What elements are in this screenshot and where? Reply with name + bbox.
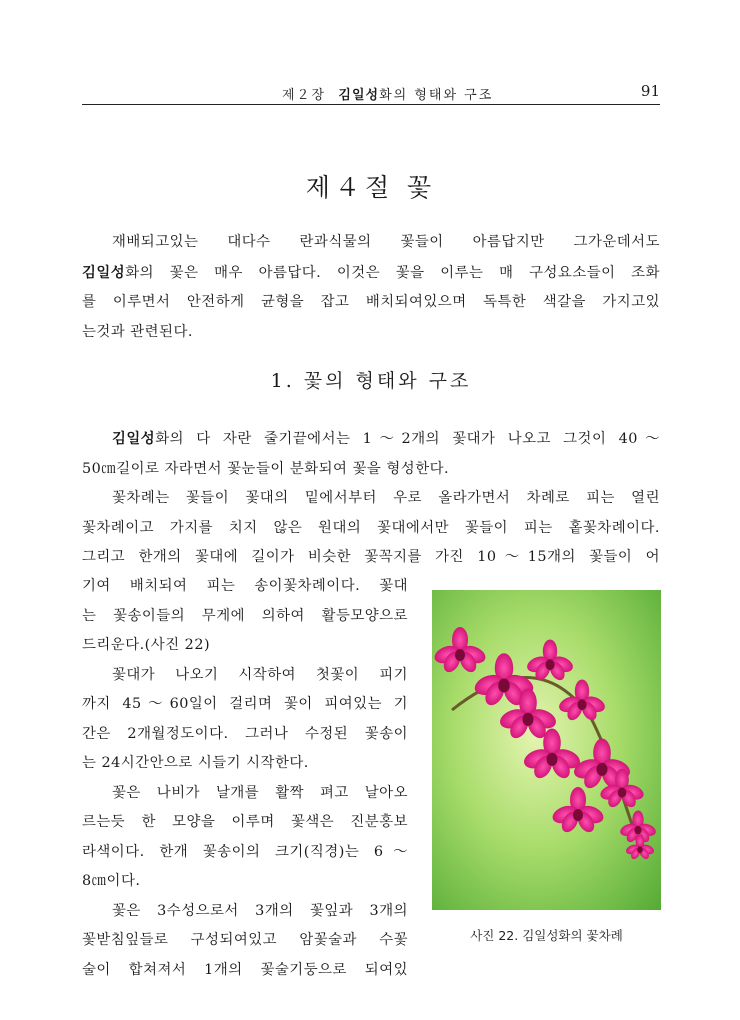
chapter-title	[282, 84, 493, 103]
p4-line-1: 꽃은 나비가 날개를 활짝 펴고 날아오	[112, 784, 408, 801]
intro-paragraph	[82, 228, 660, 347]
chapter-suffix: 화의 형태와 구조	[379, 88, 494, 103]
orchid-illustration	[432, 590, 661, 910]
orchid-photo	[432, 590, 661, 910]
p3-line-3: 간은 2개월정도이다. 그러나 수정된 꽃송이	[82, 725, 408, 742]
p4-line-3: 라색이다. 한개 꽃송이의 크기(직경)는 6～	[82, 843, 408, 860]
subsection-title: 1. 꽃의 형태와 구조	[270, 370, 472, 392]
intro-line-2	[82, 258, 660, 289]
p4-line-4: 8㎝이다.	[82, 873, 141, 889]
chapter-name-bold: 김일성	[338, 88, 380, 103]
running-header	[82, 84, 660, 106]
p5-line-2: 꽃받침잎들로 구성되여있고 암꽃술과 수꽃	[82, 932, 408, 948]
header-rule	[82, 104, 660, 105]
p2-line-1: 꽃차례는 꽃들이 꽃대의 밑에서부터 우로 올라가면서 차례로 피는 열린	[112, 490, 660, 506]
p4-line-2: 르는듯 한 모양을 이루며 꽃색은 진분홍보	[82, 814, 408, 830]
intro-line-3: 를 이루면서 안전하게 균형을 잡고 배치되여있으며 독특한 색갈을 가지고있	[82, 294, 660, 310]
intro-line-2-text: 화의 꽃은 매우 아름답다. 이것은 꽃을 이루는 매 구성요소들이 조화	[125, 264, 660, 281]
p2-line-2: 꽃차례이고 가지를 치지 않은 원대의 꽃대에서만 꽃들이 피는 홑꽃차례이다.	[82, 519, 660, 536]
p1-line-2: 50㎝길이로 자라면서 꽃눈들이 분화되여 꽃을 형성한다.	[82, 460, 450, 477]
intro-bold-name: 김일성	[82, 263, 126, 281]
p5-line-1: 꽃은 3수성으로서 3개의 꽃잎과 3개의	[112, 902, 408, 919]
p3-line-4: 는 24시간안으로 시들기 시작한다.	[82, 755, 309, 771]
intro-line-1: 재배되고있는 대다수 란과식물의 꽃들이 아름답지만 그가운데서도	[112, 234, 660, 250]
chapter-prefix: 제２장	[282, 88, 327, 103]
photo-caption: 사진 22. 김일성화의 꽃차례	[470, 928, 623, 943]
section-title: 제４절 꽃	[305, 173, 437, 202]
body-narrow-column	[82, 572, 408, 985]
intro-line-4: 는것과 관련된다.	[82, 323, 193, 340]
page-number: 91	[640, 82, 660, 100]
p5-line-3: 술이 합쳐져서 1개의 꽃술기둥으로 되여있	[82, 961, 408, 978]
p3-line-2: 까지 45～60일이 걸리며 꽃이 피여있는 기	[82, 696, 408, 712]
p1-line-1	[82, 424, 660, 455]
p2-line-3: 그리고 한개의 꽃대에 길이가 비슷한 꽃꼭지를 가진 10～15개의 꽃들이 어	[82, 549, 660, 565]
p3-line-1: 꽃대가 나오기 시작하여 첫꽃이 피기	[112, 666, 408, 683]
p2n-line-1: 기여 배치되여 피는 송이꽃차례이다. 꽃대	[82, 578, 408, 594]
p1-line-1-text: 화의 다 자란 줄기끝에서는 1～2개의 꽃대가 나오고 그것이 40～	[155, 431, 660, 447]
p2n-line-2: 는 꽃송이들의 무게에 의하여 활등모양으로	[82, 607, 408, 624]
p2n-line-3: 드리운다.(사진 22)	[82, 637, 211, 653]
p1-bold-name: 김일성	[112, 430, 156, 447]
body-full-width	[82, 424, 660, 573]
